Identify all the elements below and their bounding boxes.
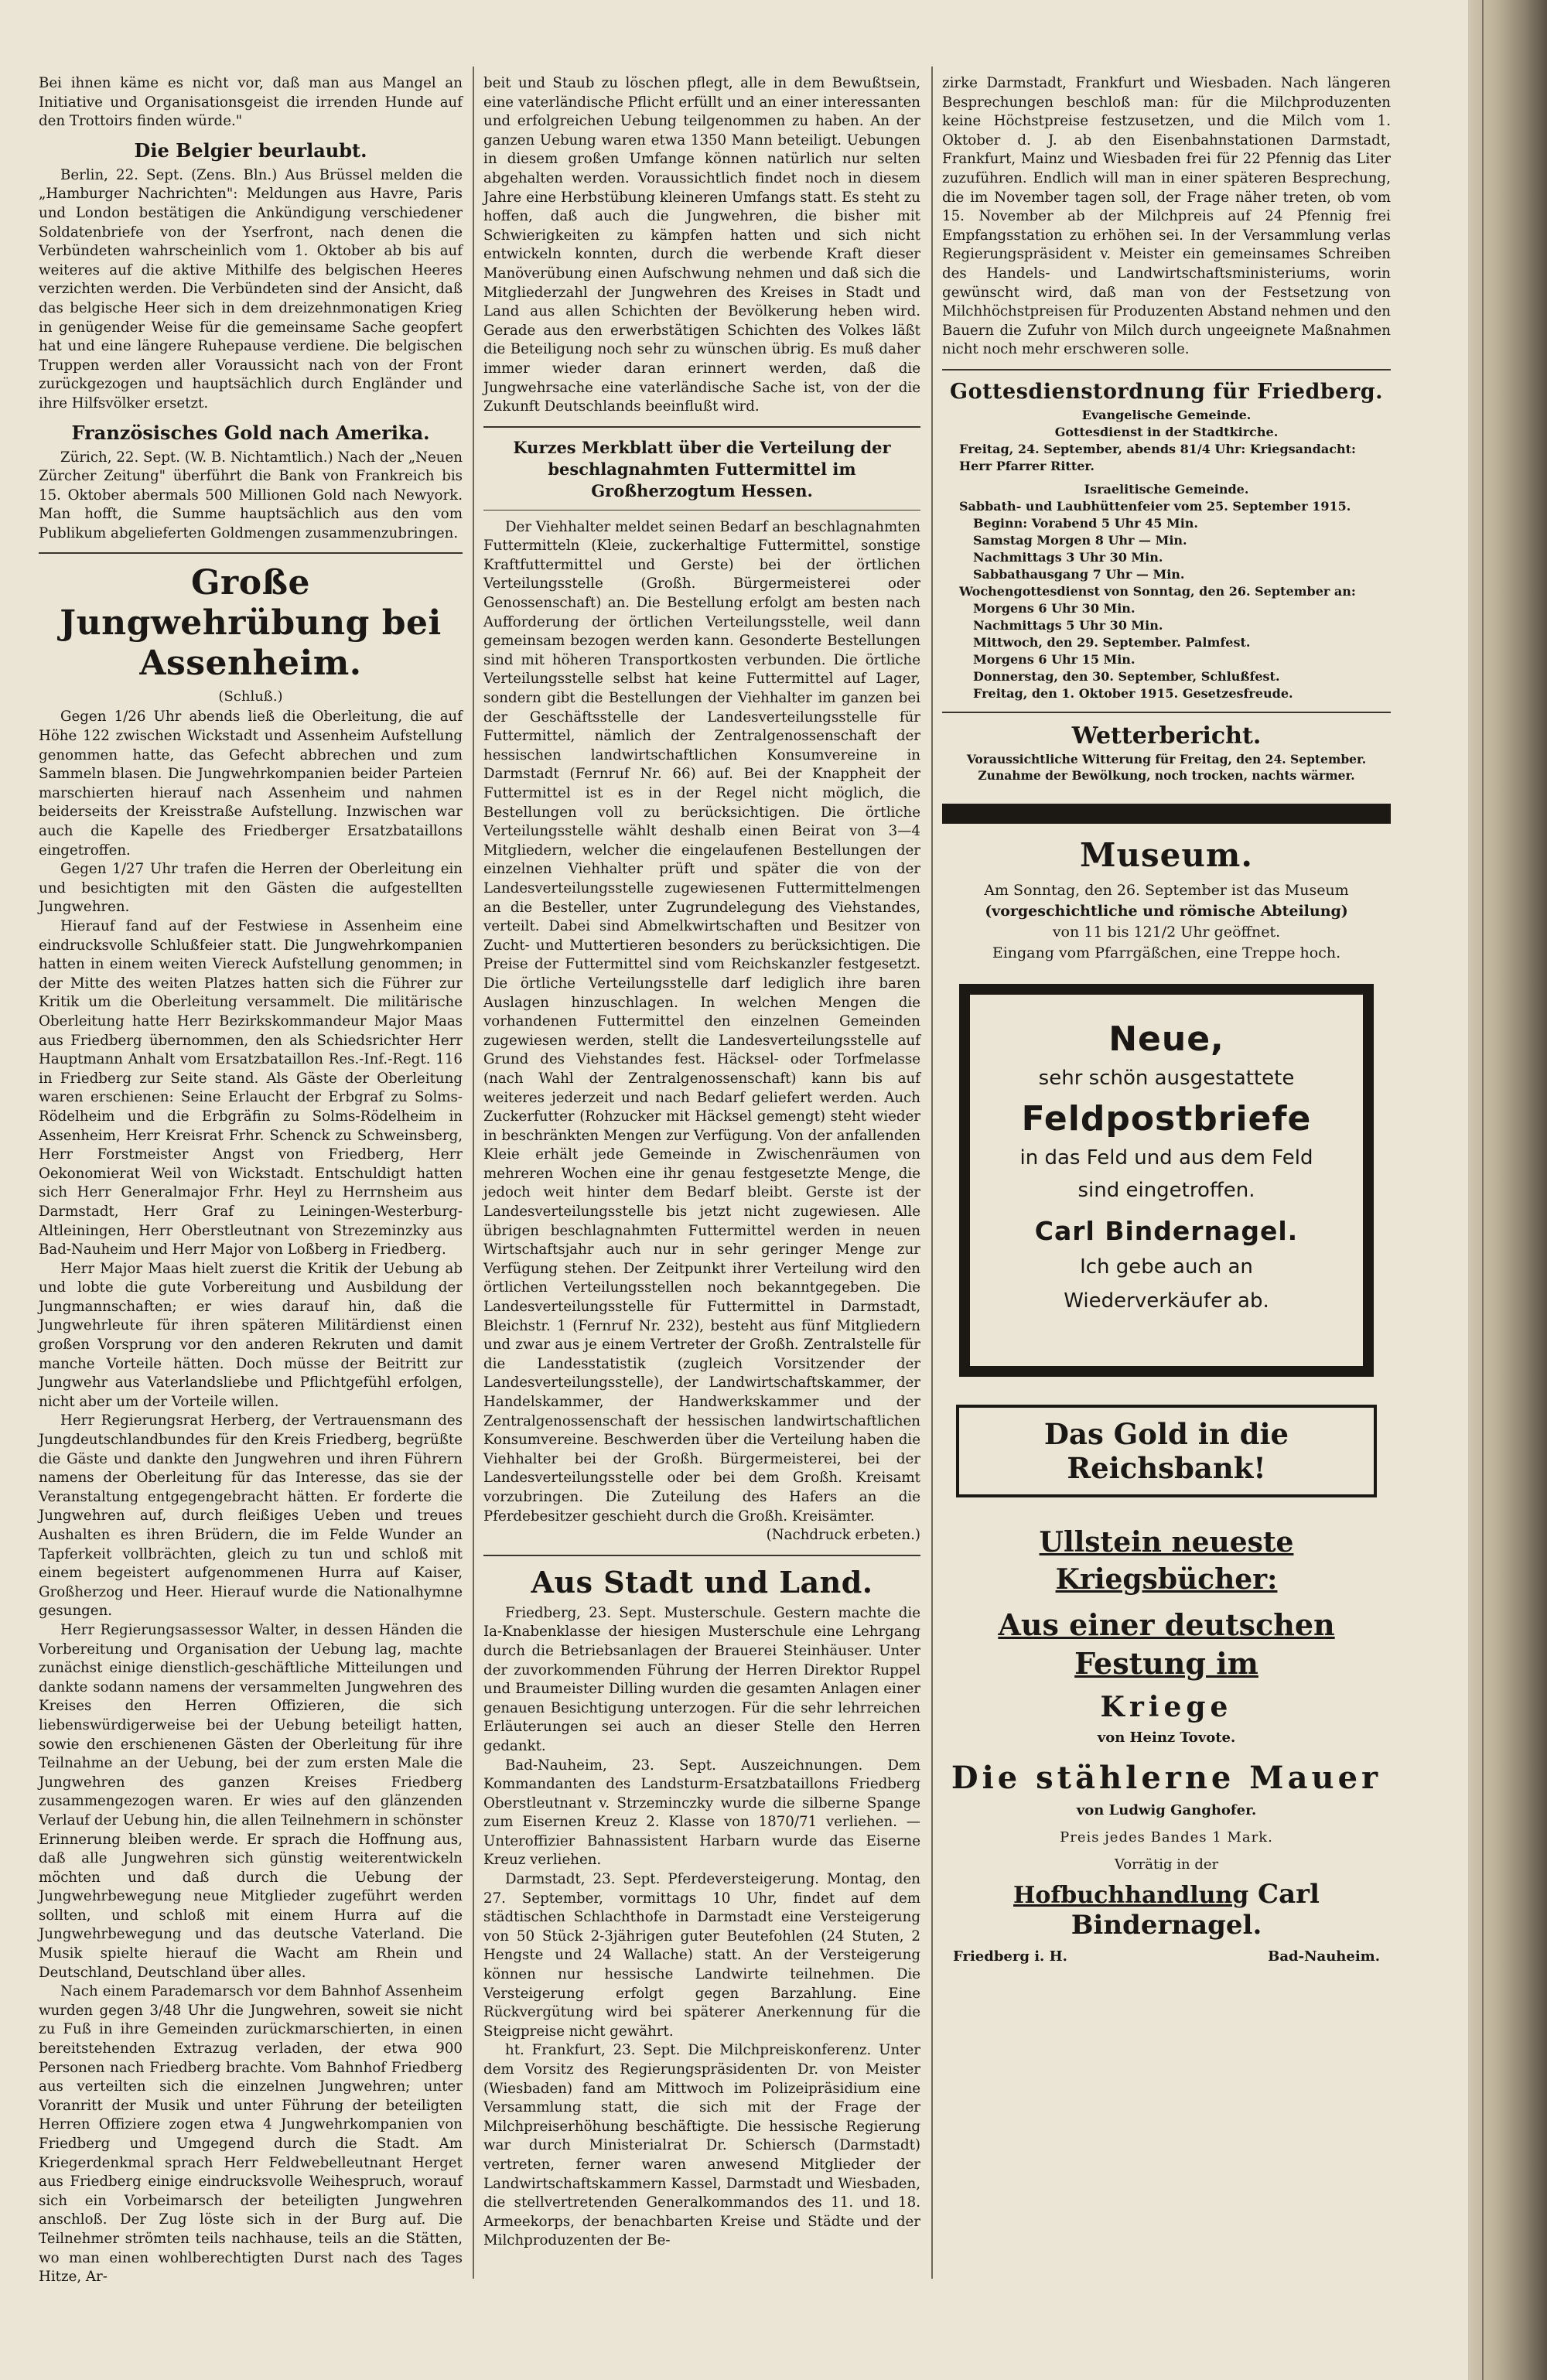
jungwehr-para: Herr Regierungsassessor Walter, in dessen Händen die Vorbereitung und Organisation der Uebung lag, machte zunächst einige dienstlich-geschäftliche Mitteilungen und dankte sodann namens der versammelten Jungwehren des Kreises den Herren Offizieren, die sich liebenswürdigerweise bei der Uebung beteiligt hatten, sowie den erschienenen Gästen der Oberleitung für ihre Teilnahme an der Uebung, bei der zum ersten Male die Jungwehren des ganzen Kreises Friedberg zusammengezogen waren. Er wies auf den glänzenden Verlauf der Uebung hin, die allen Teilnehmern in schönster Erinnerung bleiben werde. Er sprach die Hoffnung aus, daß alle Jungwehren sich günstig weiterentwickeln möchten und daß durch die Uebung der Jungwehrbewegung neue Mitglieder zugeführt werden sollten, und schloß mit einem Hurra auf die Jungwehrbewegung und das deutsche Vaterland. Die Musik spielte hierauf die Wacht am Rhein und Deutschland, Deutschland über alles.	[39, 1621, 463, 1981]
ullstein-title: Ullstein neueste Kriegsbücher:	[1039, 1525, 1294, 1596]
schedule-row: Samstag Morgen 8 Uhr — Min.	[973, 532, 1187, 548]
divider	[39, 552, 463, 554]
gottesdienst-notice	[942, 380, 1391, 702]
gold-heading: Französisches Gold nach Amerika.	[71, 421, 430, 444]
schedule-row: Freitag, den 1. Oktober 1915. Gesetzesfreude.	[973, 685, 1293, 701]
stadt-heading: Aus Stadt und Land.	[531, 1564, 873, 1600]
ad-line: Feldpostbriefe	[1021, 1098, 1312, 1139]
column-rule	[931, 67, 933, 2279]
stadt-para: ht. Frankfurt, 23. Sept. Die Milchpreiskonferenz. Unter dem Vorsitz des Regierungspräsidenten Dr. von Meister (Wiesbaden) fand am Mittwoch im Polizeipräsidium eine Versammlung statt, die sich mit der Frage der Milchpreiserhöhung beschäftigte. Die hessische Regierung war durch Ministerialrat Dr. Schiersch (Darmstadt) vertreten, ferner waren anwesend Mitglieder der Landwirtschaftskammern Kassel, Darmstadt und Wiesbaden, die stellvertretenden Generalkommandos des 11. und 18. Armeekorps, der benachbarten Kreise und Städte und der Milchproduzenten der Be-	[483, 2042, 920, 2249]
column-3	[942, 74, 1391, 1965]
stock-note: Vorrätig in der	[1114, 1856, 1219, 1873]
schedule-row: Beginn: Vorabend 5 Uhr 45 Min.	[973, 515, 1198, 531]
museum-line: Am Sonntag, den 26. September ist das Museum	[984, 881, 1349, 899]
museum-heading: Museum.	[1080, 835, 1253, 874]
book-price: Preis jedes Bandes 1 Mark.	[1060, 1829, 1273, 1846]
jungwehr-heading: Große Jungwehrübung bei Assenheim.	[60, 563, 442, 684]
book-author: von Ludwig Ganghofer.	[1076, 1801, 1257, 1818]
divider	[483, 1555, 920, 1556]
book-binding-edge	[1468, 0, 1547, 2380]
evangelische-text: Freitag, 24. September, abends 81/4 Uhr: Kriegsandacht: Herr Pfarrer Ritter.	[959, 441, 1356, 473]
city: Bad-Nauheim.	[1268, 1948, 1380, 1965]
intro-text: Bei ihnen käme es nicht vor, daß man aus Mangel an Initiative und Organisationsgeist die irrenden Hunde auf den Trottoirs finden würde."	[39, 75, 463, 130]
feldpostbriefe-ad	[959, 984, 1374, 1377]
city: Friedberg i. H.	[953, 1948, 1067, 1965]
belgier-text: Berlin, 22. Sept. (Zens. Bln.) Aus Brüssel melden die „Hamburger Nachrichten": Meldungen aus Havre, Paris und London bestätigen die Ankündigung verschiedener Soldatenbriefe von der Yserfront, nach denen die Verbündeten wahrscheinlich vom 1. Oktober ab bis auf weiteres auf die aktive Mithilfe des belgischen Heeres verzichten werden. Die Verbündeten sind der Ansicht, daß das belgische Heer sich in dem dreizehnmonatigen Krieg in genügender Weise für die gemeinsame Sache geopfert hat und eine längere Ruhepause verdiene. Die belgischen Truppen werden aller Voraussicht nach von der Front zurückgezogen und hauptsächlich durch Engländer und ihre Hilfsvölker ersetzt.	[39, 166, 463, 411]
jungwehr-continuation: beit und Staub zu löschen pflegt, alle in dem Bewußtsein, eine vaterländische Pflicht erfüllt und an einer interessanten und erfolgreichen Uebung teilgenommen zu haben. An der ganzen Uebung waren etwa 1350 Mann beteiligt. Uebungen in diesem großen Umfange können natürlich nur selten abgehalten werden. Voraussichtlich findet noch in diesem Jahre eine Herbstübung kleineren Umfangs statt. Es steht zu hoffen, daß auch die Jungwehren, die bisher mit Schwierigkeiten zu kämpfen hatten und sich nicht entwickeln konnten, durch die werbende Kraft dieser Manöverübung einen Aufschwung nehmen und daß sich die Mitgliederzahl der Jungwehren des Kreises in Stadt und Land aus allen Schichten der Bevölkerung heben wird. Gerade aus den erwerbstätigen Schichten des Volkes läßt die Beteiligung noch sehr zu wünschen übrig. Es muß daher immer wieder daran erinnert werden, daß die Jungwehrsache eine vaterländische Sache ist, von der die Zukunft Deutschlands beeinflußt wird.	[483, 75, 920, 415]
schedule-row: Morgens 6 Uhr 15 Min.	[973, 651, 1135, 667]
ad-line: Wiederverkäufer ab.	[1064, 1289, 1269, 1313]
wetter-line: Voraussichtliche Witterung für Freitag, den 24. September.	[966, 751, 1367, 767]
shop-cities	[942, 1948, 1391, 1965]
shop-name-b: Carl Bindernagel.	[1071, 1878, 1320, 1941]
schedule-row: Sabbathausgang 7 Uhr — Min.	[973, 566, 1185, 582]
schedule-row: Nachmittags 3 Uhr 30 Min.	[973, 549, 1163, 565]
israelitische-intro: Sabbath- und Laubhüttenfeier vom 25. September 1915.	[959, 498, 1351, 514]
divider	[483, 426, 920, 428]
jungwehr-para: Hierauf fand auf der Festwiese in Assenheim eine eindrucksvolle Schlußfeier statt. Die Jungwehrkompanien hatten in einem weiten Viereck Aufstellung genommen; in der Mitte des weiten Platzes hatten sich die Führer zur Kritik um die Oberleitung versammelt. Die militärische Oberleitung hatte Herr Bezirkskommandeur Major Maas aus Friedberg übernommen, den als Schiedsrichter Herr Hauptmann Anhalt vom Ersatzbataillon Res.-Inf.-Regt. 116 in Friedberg zur Seite stand. Als Gäste der Oberleitung waren erschienen: Seine Erlaucht der Erbgraf zu Solms-Rödelheim und die Erbgräfin zu Solms-Rödelheim in Assenheim, Herr Kreisrat Frhr. Schenck zu Schweinsberg, Herr Forstmeister Angst von Friedberg, Herr Oekonomierat Weil von Wickstadt. Entschuldigt hatten sich Herr Generalmajor Frhr. Heyl zu Herrnsheim aus Darmstadt, Herr Graf zu Leiningen-Westerburg-Altleiningen, Herr Oberstleutnant von Strezeminzky aus Bad-Nauheim und Herr Major von Loßberg in Friedberg.	[39, 918, 463, 1258]
jungwehr-para: Herr Regierungsrat Herberg, der Vertrauensmann des Jungdeutschlandbundes für den Kreis Friedberg, begrüßte die Gäste und dankte den Jungwehren und ihren Führern namens der Oberleitung für das Interesse, das sie der Veranstaltung entgegengebracht hätten. Er forderte die Jungwehren auf, durch fleißiges Ueben und treues Aushalten es ihren Brüdern, die im Felde Wunder an Tapferkeit vollbrächten, gleich zu tun und schloß mit einem begeistert aufgenommenen Hurra auf Kaiser, Großherzog und Heer. Hierauf wurde die Nationalhymne gesungen.	[39, 1412, 463, 1620]
jungwehr-para: Herr Major Maas hielt zuerst die Kritik der Uebung ab und lobte die gute Vorbereitung und Ausbildung der Jungmannschaften; er wies darauf hin, daß die Jungwehrleute für ihren späteren Militärdienst einen großen Vorsprung vor den anderen Rekruten und damit manche Vorteile hätten. Doch müsse der Beitritt zur Jungwehr aus Vaterlandsliebe und Pflichtgefühl erfolgen, nicht aber um der Vorteile willen.	[39, 1260, 463, 1410]
schedule-row: Mittwoch, den 29. September. Palmfest.	[973, 634, 1251, 650]
ad-line: Carl Bindernagel.	[1034, 1215, 1299, 1246]
book-title: Die stählerne Mauer	[951, 1759, 1382, 1796]
ad-line: in das Feld und aus dem Feld	[1019, 1146, 1313, 1170]
schedule-row: Nachmittags 5 Uhr 30 Min.	[973, 617, 1163, 633]
column-rule	[473, 67, 474, 2279]
stadt-para: Bad-Nauheim, 23. Sept. Auszeichnungen. Dem Kommandanten des Landsturm-Ersatzbataillons Friedberg Oberstleutnant v. Strzeminczky wurde die silberne Spange zum Eisernen Kreuz 2. Klasse von 1870/71 verliehen. — Unteroffizier Bahnassistent Harbarn wurde das Eiserne Kreuz verliehen.	[483, 1757, 920, 1869]
jungwehr-para: Nach einem Parademarsch vor dem Bahnhof Assenheim wurden gegen 3/48 Uhr die Jungwehren, soweit sie nicht zu Fuß in ihre Gemeinden zurückmarschierten, in einen bereitstehenden Extrazug verladen, der etwa 900 Personen nach Friedberg brachte. Vom Bahnhof Friedberg aus verteilten sich die einzelnen Jungwehren; unter Voranritt der Musik und unter Führung der beteiligten Herren Offiziere zogen etwa 4 Jungwehrkompanien von Friedberg und Umgegend durch die Stadt. Am Kriegerdenkmal sprach Herr Feldwebelleutnant Herget aus Friedberg einige eindrucksvolle Weihespruch, worauf sich ein Vorbeimarsch der beteiligten Jungwehren anschloß. Der Zug löste sich in der Burg auf. Die Teilnehmer strömten teils nachhause, teils an die Stätten, wo man einen wohlberechtigten Durst nach des Tages Hitze, Ar-	[39, 1983, 463, 2286]
museum-line: Eingang vom Pfarrgäßchen, eine Treppe hoch.	[992, 944, 1341, 961]
heavy-rule	[942, 804, 1391, 824]
book-title: Aus einer deutschen Festung im	[998, 1607, 1335, 1681]
column-2	[483, 74, 920, 2251]
belgier-heading: Die Belgier beurlaubt.	[134, 138, 367, 162]
shop-name	[942, 1879, 1391, 1941]
jungwehr-para: Gegen 1/26 Uhr abends ließ die Oberleitung, die auf Höhe 122 zwischen Wickstadt und Assenheim Aufstellung genommen hatte, das Gefecht abbrechen und zum Sammeln blasen. Die Jungwehrkompanien beider Parteien marschierten hierauf nach Assenheim und nahmen beiderseits der Kreisstraße Aufstellung. Inzwischen war auch die Kapelle des Friedberger Ersatzbataillons eingetroffen.	[39, 709, 463, 859]
museum-line: (vorgeschichtliche und römische Abteilung)	[985, 902, 1348, 920]
gottesdienst-title: Gottesdienstordnung für Friedberg.	[950, 379, 1383, 404]
milch-continuation: zirke Darmstadt, Frankfurt und Wiesbaden. Nach längeren Besprechungen beschloß man: für die Milchproduzenten keine Höchstpreise festzusetzen, und die Milch vom 1. Oktober d. J. ab den Eisenbahnstationen Darmstadt, Frankfurt, Mainz und Wiesbaden frei für 22 Pfennig das Liter zuzuführen. Endlich will man in einer späteren Besprechung, die im November tagen soll, der Frage näher treten, ob vom 15. November ab der Milchpreis auf 24 Pfennig frei Empfangsstation zu erhöhen sei. In der Versammlung verlas Regierungspräsident v. Meister ein gemeinsames Schreiben des Handels- und Landwirtschaftsministeriums, worin gewünscht wird, daß man von der Festsetzung von Milchhöchstpreisen für Produzenten Abstand nehmen und den Bauern die Zufuhr von Milch durch ungeeignete Maßnahmen nicht noch mehr erschweren solle.	[942, 75, 1391, 358]
ad-line: Neue,	[1108, 1019, 1224, 1059]
book-author: von Heinz Tovote.	[1097, 1729, 1236, 1746]
ullstein-ad	[942, 1524, 1391, 1965]
museum-line: von 11 bis 121/2 Uhr geöffnet.	[1052, 923, 1281, 941]
shop-name-a: Hofbuchhandlung	[1013, 1881, 1249, 1909]
wetter-line: Zunahme der Bewölkung, noch trocken, nachts wärmer.	[978, 767, 1355, 783]
gold-reichsbank-banner: Das Gold in die Reichsbank!	[956, 1405, 1377, 1497]
ad-line: sehr schön ausgestattete	[1038, 1066, 1295, 1090]
jungwehr-sub: (Schluß.)	[218, 688, 283, 705]
ad-line: Ich gebe auch an	[1080, 1255, 1253, 1279]
ad-line: sind eingetroffen.	[1077, 1178, 1255, 1202]
israelitische-heading: Israelitische Gemeinde.	[1084, 481, 1249, 497]
merkblatt-heading: Kurzes Merkblatt über die Verteilung der beschlagnahmten Futtermittel im Großherzogtum Hessen.	[513, 437, 891, 500]
schedule-row: Morgens 6 Uhr 30 Min.	[973, 600, 1135, 616]
divider	[942, 369, 1391, 370]
wochen-intro: Wochengottesdienst von Sonntag, den 26. September an:	[959, 583, 1356, 599]
column-1	[39, 74, 463, 2287]
schedule-row: Donnerstag, den 30. September, Schlußfest.	[973, 668, 1280, 684]
merkblatt-text: Der Viehhalter meldet seinen Bedarf an beschlagnahmten Futtermitteln (Kleie, zuckerhaltige Futtermittel, sonstige Kraftfuttermittel und Gerste) bei der örtlichen Verteilungsstelle (Großh. Bürgermeisterei oder Genossenschaft) an. Die Bestellung erfolgt am besten nach Aufforderung der örtlichen Verteilungsstelle, weil dann gemeinsam bezogen werden kann. Gesonderte Bestellungen sind mit höheren Transportkosten verbunden. Die örtliche Verteilungsstelle selbst hat keine Futtermittel auf Lager, sondern gibt die Bestellungen der Viehhalter im ganzen bei der Geschäftsstelle der Landesverteilungsstelle für Futtermittel, nämlich der Zentralgenossenschaft der hessischen landwirtschaftlichen Konsumvereine in Darmstadt (Fernruf Nr. 66) auf. Bei der Knappheit der Futtermittel ist es in der Regel nicht möglich, die Bestellungen voll zu berücksichtigen. Die örtliche Verteilungsstelle wählt deshalb einen Beirat von 3—4 Mitgliedern, welcher die eingelaufenen Bestellungen der einzelnen Viehhalter prüft und später die von der Landesverteilungsstelle zugewiesenen Futtermittelmengen an die Besteller, unter Zugrundelegung des Viehstandes, verteilt. Dabei sind Abmelkwirtschaften und Besitzer von Zucht- und Muttertieren besonders zu berücksichtigen. Die Preise der Futtermittel sind vom Reichskanzler festgesetzt. Die örtliche Verteilungsstelle darf lediglich ihre baren Auslagen hinzuschlagen. In welchen Mengen die vorhandenen Futtermittel den einzelnen Gemeinden zugewiesen werden, stellt die Landesverteilungsstelle auf Grund des Viehstandes fest. Häcksel- oder Torfmelasse (nach Wahl der Zentralgenossenschaft) kann bis auf weiteres jederzeit und nach Bedarf geliefert werden. Auch Zuckerfutter (Rohzucker mit Häcksel gemengt) steht wieder in beschränkten Mengen zur Verfügung. Von der anfallenden Kleie erhält jede Gemeinde in Zwischenräumen von mehreren Wochen eine ihr genau festgesetzte Menge, die jedoch weit hinter dem Bedarf bleibt. Gerste ist der Landesverteilungsstelle bis jetzt nicht zugewiesen. Alle übrigen beschlagnahmten Futtermittel werden in neuen Wirtschaftsjahr auch nur in sehr geringer Menge zur Verfügung stehen. Der Zeitpunkt ihrer Verteilung wird den örtlichen Verteilungsstellen noch bekanntgegeben. Die Landesverteilungsstelle für Futtermittel in Darmstadt, Bleichstr. 1 (Fernruf Nr. 232), besteht aus fünf Mitgliedern und zwar aus je einem Vertreter der Großh. Zentralstelle für die Landesstatistik (zugleich Vorsitzender der Landesverteilungsstelle), der Landwirtschaftskammer, der Handelskammer, der Handwerkskammer und der Zentralgenossenschaft der hessischen landwirtschaftlichen Konsumvereine. Beschwerden über die Verteilung haben die Viehhalter bei der Großh. Bürgermeisterei, bei der Landesverteilungsstelle oder bei dem Großh. Kreisamt vorzubringen. Die Zuteilung des Hafers an die Pferdebesitzer geschieht durch die Großh. Kreisämter.	[483, 518, 920, 1525]
evangelische-heading: Evangelische Gemeinde.	[1081, 407, 1252, 422]
wetter-heading: Wetterbericht.	[1071, 722, 1262, 750]
book-title: Kriege	[1100, 1690, 1233, 1723]
divider	[942, 712, 1391, 713]
evangelische-sub: Gottesdienst in der Stadtkirche.	[1054, 424, 1279, 439]
stadt-para: Friedberg, 23. Sept. Musterschule. Gestern machte die Ia-Knabenklasse der hiesigen Musterschule eine Lehrgang durch die Betriebsanlagen der Brauerei Steinhäuser. Unter der zuvorkommenden Führung der Herren Direktor Ruppel und Braumeister Dilling wurden die gesamten Anlagen einer genauen Besichtigung unterzogen. Für die sehr lehrreichen Erläuterungen sei auch an dieser Stelle den Herren gedankt.	[483, 1604, 920, 1754]
gold-text: Zürich, 22. Sept. (W. B. Nichtamtlich.) Nach der „Neuen Zürcher Zeitung" überführt die Bank von Frankreich bis 15. Oktober abermals 500 Millionen Gold nach Newyork. Man hofft, die Summe hauptsächlich aus den vom Publikum abgelieferten Goldmengen zusammenzubringen.	[39, 449, 463, 541]
merkblatt-credit: (Nachdruck erbeten.)	[766, 1527, 920, 1544]
stadt-para: Darmstadt, 23. Sept. Pferdeversteigerung. Montag, den 27. September, vormittags 10 Uhr, findet auf dem städtischen Schlachthofe in Darmstadt eine Versteigerung von 50 Stück 2-3jährigen guter Beutefohlen (24 Stuten, 2 Hengste und 24 Wallache) statt. An der Versteigerung können nur hessische Landwirte teilnehmen. Die Versteigerung erfolgt gegen Barzahlung. Eine Rückvergütung wird bei späterer Anerkennung für die Steigpreise nicht gewährt.	[483, 1871, 920, 2040]
jungwehr-para: Gegen 1/27 Uhr trafen die Herren der Oberleitung ein und besichtigten mit den Gästen die aufgestellten Jungwehren.	[39, 861, 463, 916]
